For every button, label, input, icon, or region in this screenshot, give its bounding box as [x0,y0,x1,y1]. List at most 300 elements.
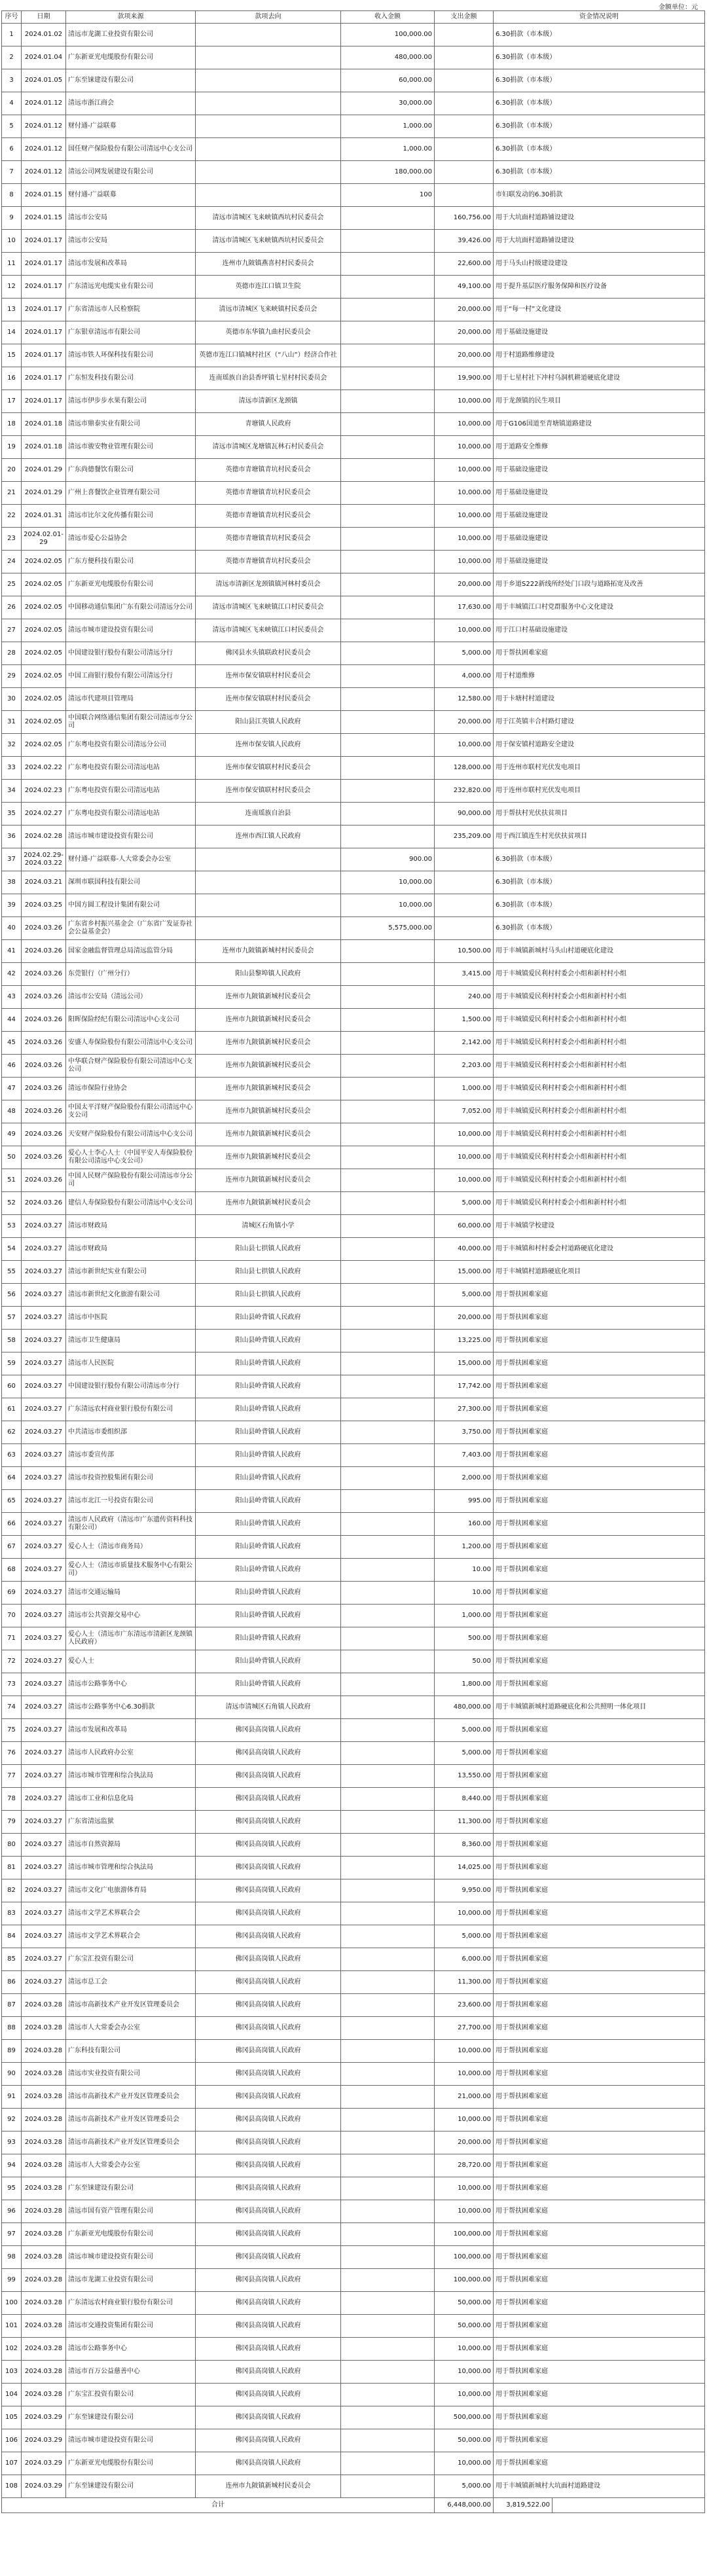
row-income [341,573,435,596]
table-row [2,24,705,46]
row-destination: 英德市连江口镇城村社区（“八山”）经济合作社 [196,344,341,367]
row-number: 73 [2,1673,22,1696]
row-number: 17 [2,390,22,413]
row-number: 50 [2,1146,22,1169]
row-income [341,1238,435,1261]
row-date: 2024.02.05 [22,734,66,757]
row-expense: 10,000.00 [435,1902,494,1925]
row-source: 清远市高新技术产业开发区管理委员会 [66,2086,196,2109]
row-source: 清远市文学艺术界联合会 [66,1925,196,1948]
table-row [2,299,705,321]
row-note: 用于帮扶困难家庭 [494,1467,705,1490]
row-income [341,1307,435,1330]
header-col-note: 资金情况说明 [494,11,705,24]
row-income: 60,000.00 [341,69,435,92]
row-source: 中国建设银行股份有限公司清远分行 [66,642,196,665]
row-source: 清远市城市管理和综合执法局 [66,1857,196,1879]
row-note: 用于连州市联村光伏发电项目 [494,780,705,803]
table-row [2,871,705,894]
row-destination: 佛冈县高岗镇人民政府 [196,2086,341,2109]
row-source: 清远市公安局（清远公司） [66,986,196,1009]
row-note: 用于丰城镇村道路硬底化项目 [494,1261,705,1284]
row-number: 36 [2,825,22,848]
row-date: 2024.03.27 [22,1307,66,1330]
table-row [2,161,705,184]
row-income [341,2154,435,2177]
row-expense: 15,000.00 [435,1261,494,1284]
row-number: 19 [2,436,22,459]
table-row [2,2384,705,2406]
table-row [2,413,705,436]
table-row [2,1857,705,1879]
row-number: 72 [2,1650,22,1673]
row-expense [435,115,494,138]
row-date: 2024.03.26 [22,1032,66,1055]
row-income [341,1261,435,1284]
row-income [341,344,435,367]
row-note: 用于卡塘村村道建设 [494,688,705,711]
row-date: 2024.03.27 [22,1582,66,1605]
row-source: 清远市公路事务中心6.30捐款 [66,1696,196,1719]
row-expense: 4,000.00 [435,665,494,688]
row-income [341,963,435,986]
row-income [341,2292,435,2315]
row-number: 24 [2,551,22,573]
row-income [341,207,435,230]
row-destination: 连州市九陂镇新城村民委员会 [196,2475,341,2498]
row-date: 2024.02.29-2024.03.22 [22,848,66,871]
row-source: 清远市委宣传部 [66,1444,196,1467]
table-row [2,1696,705,1719]
row-note: 用于江英镇丰合村路灯建设 [494,711,705,734]
row-source: 中国工商银行股份有限公司清远分行 [66,665,196,688]
row-source: 清远市高新技术产业开发区管理委员会 [66,1994,196,2017]
row-income [341,1375,435,1398]
row-expense [435,161,494,184]
row-expense: 11,300.00 [435,1971,494,1994]
row-source: 天安财产保险股份有限公司清远中心支公司 [66,1123,196,1146]
table-row [2,2246,705,2269]
row-income [341,2406,435,2429]
row-income [341,596,435,619]
row-expense: 10.00 [435,1559,494,1582]
row-note: 用于帮扶困难家庭 [494,1902,705,1925]
row-destination: 阳山县岭背镇人民政府 [196,1307,341,1330]
row-expense [435,871,494,894]
row-expense: 20,000.00 [435,711,494,734]
row-source: 广东尚德餐饮有限公司 [66,459,196,482]
row-income [341,665,435,688]
row-income [341,1696,435,1719]
row-income [341,1627,435,1650]
row-note: 用于乡道S222新线所经处门口段与道路拓宽及改善 [494,573,705,596]
row-number: 4 [2,92,22,115]
row-date: 2024.01.17 [22,390,66,413]
table-row [2,1582,705,1605]
table-row [2,2406,705,2429]
row-destination: 佛冈县高岗镇人民政府 [196,1765,341,1788]
row-date: 2024.02.27 [22,803,66,825]
row-note: 用于帮扶困难家庭 [494,1948,705,1971]
row-date: 2024.02.01-29 [22,528,66,551]
row-note: 用于西江镇连生村光伏扶贫项目 [494,825,705,848]
row-expense: 22,600.00 [435,253,494,276]
row-income: 100 [341,184,435,207]
row-note: 用于保安镇村道路安全建设 [494,734,705,757]
row-source: 清远市百万公益慈善中心 [66,2361,196,2384]
row-source: 清远市财政局 [66,1215,196,1238]
row-number: 99 [2,2269,22,2292]
row-destination: 佛冈县高岗镇人民政府 [196,1857,341,1879]
row-date: 2024.03.28 [22,1994,66,2017]
row-expense: 3,750.00 [435,1421,494,1444]
unit-label: 金额单位：元 [659,4,698,11]
row-number: 37 [2,848,22,871]
row-expense: 1,500.00 [435,1009,494,1032]
row-source: 广东新亚光电缆股份有限公司 [66,2223,196,2246]
row-income [341,230,435,253]
row-note: 用于帮扶困难家庭 [494,1490,705,1513]
row-destination: 英德市青塘镇青坑村民委员会 [196,505,341,528]
row-source: 清远市总工会 [66,1971,196,1994]
row-source: 广东方便科技有限公司 [66,551,196,573]
row-date: 2024.03.27 [22,1398,66,1421]
table-row [2,1605,705,1627]
row-note: 用于帮扶困难家庭 [494,2223,705,2246]
table-row [2,276,705,299]
row-income [341,436,435,459]
table-row [2,2361,705,2384]
row-date: 2024.02.05 [22,551,66,573]
row-income [341,413,435,436]
table-row [2,1971,705,1994]
row-date: 2024.03.26 [22,963,66,986]
table-row [2,1788,705,1811]
row-expense: 100,000.00 [435,2269,494,2292]
table-row [2,894,705,917]
row-note: 用于帮扶困难家庭 [494,1398,705,1421]
row-date: 2024.02.05 [22,688,66,711]
row-note: 用于帮扶困难家庭 [494,2361,705,2384]
row-date: 2024.03.26 [22,1055,66,1078]
row-destination [196,24,341,46]
row-number: 90 [2,2063,22,2086]
row-date: 2024.03.28 [22,2040,66,2063]
row-note: 用于帮扶困难家庭 [494,1513,705,1536]
row-expense: 50,000.00 [435,2429,494,2452]
table-row [2,2017,705,2040]
row-destination: 阳山县七拱镇人民政府 [196,1261,341,1284]
row-note: 用于帮扶困难家庭 [494,1788,705,1811]
table-row [2,1994,705,2017]
row-number: 68 [2,1559,22,1582]
row-source: 广东粤电投资有限公司清远电站 [66,757,196,780]
row-destination: 佛冈县高岗镇人民政府 [196,1811,341,1834]
row-source: 清远市人民医院 [66,1352,196,1375]
table-row [2,1879,705,1902]
row-income [341,2040,435,2063]
row-number: 8 [2,184,22,207]
row-source: 清远市工业和信息化局 [66,1788,196,1811]
row-note: 用于帮扶困难家庭 [494,1925,705,1948]
row-date: 2024.01.17 [22,276,66,299]
row-expense [435,848,494,871]
row-note: 用于丰城镇新城村大坑面村道路建设 [494,2475,705,2498]
row-date: 2024.03.27 [22,1948,66,1971]
row-date: 2024.03.28 [22,2154,66,2177]
row-expense: 7,052.00 [435,1100,494,1123]
row-date: 2024.03.27 [22,1742,66,1765]
row-source: 清远市投资控股集团有限公司 [66,1467,196,1490]
row-expense: 50.00 [435,1650,494,1673]
row-expense: 10,000.00 [435,2063,494,2086]
row-source: 广东宝汇投资有限公司 [66,1948,196,1971]
row-date: 2024.03.27 [22,1673,66,1696]
row-income [341,1055,435,1078]
row-number: 26 [2,596,22,619]
row-number: 16 [2,367,22,390]
row-source: 清远市高新技术产业开发区管理委员会 [66,2109,196,2132]
row-number: 100 [2,2292,22,2315]
row-income [341,1605,435,1627]
row-destination: 英德市连江口镇卫生院 [196,276,341,299]
row-destination: 佛冈县高岗镇人民政府 [196,2177,341,2200]
row-note: 用于丰城镇爱民利村村委会小组和新村村小组 [494,1169,705,1192]
row-number: 53 [2,1215,22,1238]
row-expense: 160,756.00 [435,207,494,230]
row-date: 2024.02.23 [22,780,66,803]
row-income [341,1902,435,1925]
row-number: 88 [2,2017,22,2040]
table-row [2,207,705,230]
row-destination: 英德市青塘镇青坑村民委员会 [196,551,341,573]
row-expense [435,46,494,69]
row-date: 2024.03.27 [22,1925,66,1948]
row-expense: 15,000.00 [435,1352,494,1375]
row-number: 52 [2,1192,22,1215]
row-source: 清远市财政局 [66,1238,196,1261]
row-destination: 连南瑶族自治县香坪镇七星村村民委员会 [196,367,341,390]
row-number: 14 [2,321,22,344]
table-row [2,1811,705,1834]
row-income [341,2384,435,2406]
row-date: 2024.03.27 [22,1284,66,1307]
row-number: 62 [2,1421,22,1444]
row-expense: 10.00 [435,1582,494,1605]
row-expense: 1,000.00 [435,1078,494,1100]
row-source: 清远市北江一号投资有限公司 [66,1490,196,1513]
row-destination: 佛冈县高岗镇人民政府 [196,1925,341,1948]
total-label: 合计 [2,2498,435,2513]
row-date: 2024.03.27 [22,1444,66,1467]
row-number: 18 [2,413,22,436]
row-source: 阳晖保险经纪有限公司清远中心支公司 [66,1009,196,1032]
row-note: 用于提升基层医疗服务保障和医疗设备 [494,276,705,299]
row-source: 广东清远光电缆实业有限公司 [66,276,196,299]
row-number: 66 [2,1513,22,1536]
row-date: 2024.01.18 [22,436,66,459]
row-destination: 佛冈县高岗镇人民政府 [196,2269,341,2292]
row-source: 清远市龙湖工业投资有限公司 [66,2269,196,2292]
row-number: 92 [2,2109,22,2132]
row-source: 爱心人士（清远市质量技术服务中心有限公司） [66,1559,196,1582]
row-date: 2024.03.29 [22,2475,66,2498]
row-note: 用于基础设施建设 [494,459,705,482]
row-number: 32 [2,734,22,757]
row-number: 2 [2,46,22,69]
row-date: 2024.02.05 [22,642,66,665]
row-note: 用于帮扶困难家庭 [494,1857,705,1879]
row-date: 2024.02.05 [22,573,66,596]
header-col-no: 序号 [2,11,22,24]
row-source: 广东至铼建设有限公司 [66,2406,196,2429]
row-destination [196,848,341,871]
row-source: 中国移动通信集团广东有限公司清远分公司 [66,596,196,619]
row-income [341,1398,435,1421]
row-source: 清远市公安局 [66,230,196,253]
row-destination [196,871,341,894]
row-date: 2024.03.27 [22,1902,66,1925]
row-note: 用于“每一村”文化建设 [494,299,705,321]
row-income [341,1719,435,1742]
row-source: 清远市城市建设投资有限公司 [66,825,196,848]
row-note: 用于帮扶困难家庭 [494,2154,705,2177]
row-income [341,2017,435,2040]
row-income: 480,000.00 [341,46,435,69]
row-income [341,986,435,1009]
row-expense: 8,440.00 [435,1788,494,1811]
row-number: 64 [2,1467,22,1490]
row-date: 2024.01.17 [22,321,66,344]
row-source: 广东粤电投资有限公司清远分公司 [66,734,196,757]
row-number: 70 [2,1605,22,1627]
row-date: 2024.03.27 [22,1765,66,1788]
row-income [341,1490,435,1513]
row-income [341,482,435,505]
row-date: 2024.03.28 [22,2200,66,2223]
row-destination: 连州市九陂镇新城村民委员会 [196,1146,341,1169]
row-source: 广东清远农村商业银行股份有限公司 [66,1398,196,1421]
table-row [2,528,705,551]
row-date: 2024.03.26 [22,1146,66,1169]
row-note: 用于丰城镇和村村委会村道路硬底化建设 [494,1238,705,1261]
row-income [341,505,435,528]
row-source: 中国联合网络通信集团有限公司清远市分公司 [66,711,196,734]
row-expense: 5,000.00 [435,1192,494,1215]
row-destination: 阳山县岭背镇人民政府 [196,1467,341,1490]
row-note: 用于帮扶困难家庭 [494,2109,705,2132]
row-income [341,711,435,734]
table-row [2,1742,705,1765]
row-source: 清远市卫生健康局 [66,1330,196,1352]
row-expense: 10,000.00 [435,551,494,573]
row-destination: 阳山县岭背镇人民政府 [196,1421,341,1444]
table-row [2,2429,705,2452]
table-row [2,459,705,482]
row-source: 深圳市联国科技有限公司 [66,871,196,894]
row-number: 81 [2,1857,22,1879]
row-number: 12 [2,276,22,299]
row-expense: 240.00 [435,986,494,1009]
row-expense: 500.00 [435,1627,494,1650]
row-expense: 7,403.00 [435,1444,494,1467]
row-note: 用于基础设施建设 [494,551,705,573]
row-number: 77 [2,1765,22,1788]
row-date: 2024.03.26 [22,1192,66,1215]
table-row [2,2338,705,2361]
row-note: 用于帮扶困难家庭 [494,1284,705,1307]
header-col-income: 收入金额 [341,11,435,24]
row-note: 用于基础设施建设 [494,505,705,528]
row-expense: 2,000.00 [435,1467,494,1490]
row-destination: 佛冈县高岗镇人民政府 [196,2338,341,2361]
row-income [341,1834,435,1857]
row-source: 清远市实业投资有限公司 [66,2063,196,2086]
row-destination: 佛冈县高岗镇人民政府 [196,2361,341,2384]
row-source: 广东省清远市人民检察院 [66,299,196,321]
row-income [341,1559,435,1582]
row-destination: 阳山县七拱镇人民政府 [196,1238,341,1261]
row-note: 用于帮扶困难家庭 [494,1765,705,1788]
row-note: 用于七星村社下冲村乌洞机耕道硬底化建设 [494,367,705,390]
row-source: 中国建设银行股份有限公司清远市分行 [66,1375,196,1398]
row-expense: 39,426.00 [435,230,494,253]
row-number: 35 [2,803,22,825]
row-number: 23 [2,528,22,551]
row-number: 58 [2,1330,22,1352]
row-destination: 清城区石角镇小学 [196,1215,341,1238]
row-number: 78 [2,1788,22,1811]
row-expense: 10,000.00 [435,1169,494,1192]
table-row [2,1398,705,1421]
row-note: 6.30捐款（市本级） [494,138,705,161]
row-note: 用于帮扶困难家庭 [494,2269,705,2292]
row-destination: 佛冈县高岗镇人民政府 [196,1742,341,1765]
row-income: 1,000.00 [341,138,435,161]
row-expense: 20,000.00 [435,573,494,596]
table-row [2,1261,705,1284]
row-income [341,1994,435,2017]
table-row [2,665,705,688]
row-expense: 17,742.00 [435,1375,494,1398]
row-expense: 10,000.00 [435,459,494,482]
row-source: 广东粤电投资有限公司清远电站 [66,803,196,825]
row-note: 用于帮扶困难家庭 [494,1834,705,1857]
row-note: 用于帮扶村光伏扶贫项目 [494,803,705,825]
row-destination: 阳山县岭背镇人民政府 [196,1627,341,1650]
row-source: 广东至铼建设有限公司 [66,2475,196,2498]
row-number: 7 [2,161,22,184]
row-date: 2024.02.28 [22,825,66,848]
row-note: 用于丰城镇爱民利村村委会小组和新村村小组 [494,1192,705,1215]
header-row [2,11,705,24]
row-source: 清远市铁人环保科技有限公司 [66,344,196,367]
row-destination: 连州市九陂镇新城村民委员会 [196,986,341,1009]
row-income [341,1123,435,1146]
row-expense: 10,000.00 [435,413,494,436]
row-number: 71 [2,1627,22,1650]
row-date: 2024.03.27 [22,1490,66,1513]
row-destination: 英德市青塘镇青坑村民委员会 [196,459,341,482]
row-number: 79 [2,1811,22,1834]
row-destination: 连州市九陂镇新城村民委员会 [196,1123,341,1146]
table-row [2,803,705,825]
row-date: 2024.01.17 [22,367,66,390]
row-date: 2024.01.31 [22,505,66,528]
row-note: 用于丰城镇爱民利村村委会小组和新村村小组 [494,1055,705,1078]
row-expense: 1,800.00 [435,1673,494,1696]
row-expense [435,894,494,917]
